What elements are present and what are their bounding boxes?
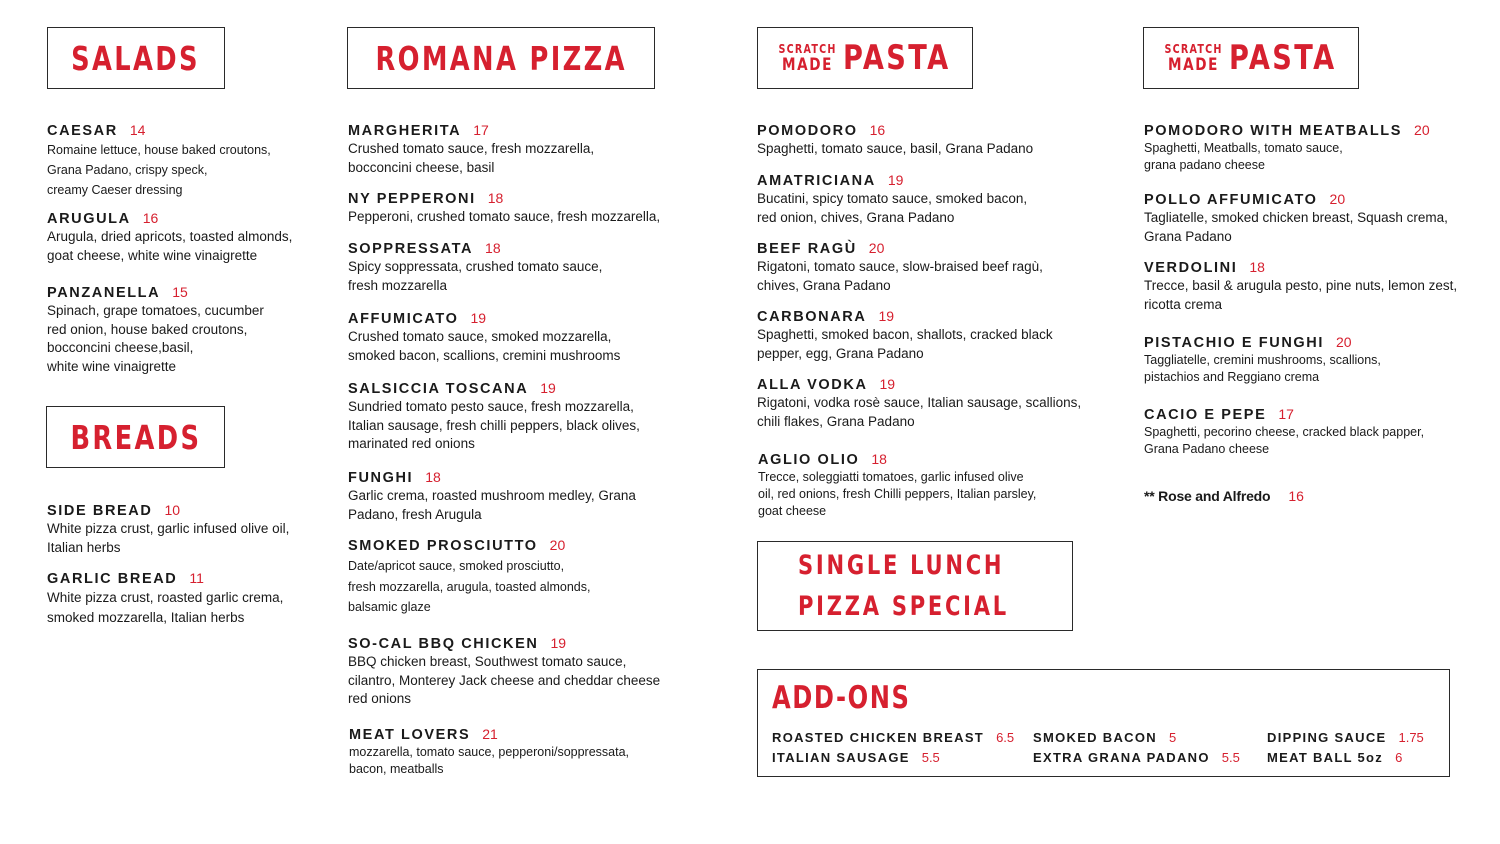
menu-item-side-bread <box>47 502 347 557</box>
item-price: 20 <box>868 240 885 256</box>
menu-item-pollo-affumicato <box>1144 191 1474 246</box>
item-description: Spaghetti, Meatballs, tomato sauce, grana padano cheese <box>1144 141 1343 172</box>
menu-item-caesar <box>47 122 347 200</box>
addon-meat-ball <box>1267 750 1402 765</box>
item-price: 19 <box>879 376 896 392</box>
item-description: Spaghetti, tomato sauce, basil, Grana Padano <box>757 141 1034 156</box>
item-description: Rigatoni, tomato sauce, slow-braised beef ragù, chives, Grana Padano <box>757 259 1043 293</box>
addon-name: ROASTED CHICKEN BREAST <box>772 730 985 745</box>
menu-item-garlic-bread <box>47 570 347 628</box>
item-description: Romaine lettuce, house baked croutons, Grana Padano, crispy speck, creamy Caeser dressing <box>47 143 271 197</box>
romana-pizza-heading: ROMANA PIZZA <box>375 38 627 78</box>
item-name: PANZANELLA <box>47 285 161 301</box>
menu-item-soppressata <box>348 240 678 295</box>
item-description: Pepperoni, crushed tomato sauce, fresh mozzarella, <box>348 209 661 224</box>
addons-box <box>757 669 1450 777</box>
menu-item-carbonara <box>757 308 1097 363</box>
item-name: PISTACHIO E FUNGHI <box>1144 335 1324 351</box>
item-name: CAESAR <box>47 123 118 139</box>
pasta-heading-box-1 <box>757 27 973 89</box>
item-name: NY PEPPERONI <box>348 191 476 207</box>
menu-item-cacio-e-pepe <box>1144 406 1474 458</box>
item-description: BBQ chicken breast, Southwest tomato sauce, cilantro, Monterey Jack cheese and cheddar cheese red onions <box>348 654 661 706</box>
item-name: ** Rose and Alfredo <box>1144 488 1271 504</box>
menu-item-beef-ragu <box>757 240 1097 295</box>
item-price: 19 <box>878 308 895 324</box>
menu-item-amatriciana <box>757 172 1097 227</box>
menu-item-margherita <box>348 122 678 177</box>
scratch-made-label <box>1165 43 1223 74</box>
item-description: Date/apricot sauce, smoked prosciutto, fresh mozzarella, arugula, toasted almonds, balsamic glaze <box>348 559 591 614</box>
menu-item-pistachio-e-funghi <box>1144 334 1474 386</box>
item-price: 16 <box>1288 488 1304 504</box>
item-description: White pizza crust, roasted garlic crema, smoked mozzarella, Italian herbs <box>47 590 284 625</box>
menu-item-affumicato <box>348 310 678 365</box>
menu-item-so-cal-bbq-chicken <box>348 635 688 709</box>
lunch-special-box <box>757 541 1073 631</box>
item-price: 19 <box>550 635 567 651</box>
item-name: ALLA VODKA <box>757 377 868 393</box>
menu-item-alla-vodka <box>757 376 1097 431</box>
item-name: SIDE BREAD <box>47 503 153 519</box>
item-name: VERDOLINI <box>1144 260 1238 276</box>
addon-price: 5 <box>1168 730 1177 745</box>
breads-heading-box <box>46 406 225 468</box>
item-name: FUNGHI <box>348 470 414 486</box>
addon-dipping-sauce <box>1267 730 1424 745</box>
menu-item-panzanella <box>47 284 347 376</box>
item-price: 18 <box>871 451 887 467</box>
addon-italian-sausage <box>772 750 940 765</box>
item-description: Arugula, dried apricots, toasted almonds, goat cheese, white wine vinaigrette <box>47 229 293 263</box>
menu-item-arugula <box>47 210 347 265</box>
item-description: Tagliatelle, smoked chicken breast, Squash crema, Grana Padano <box>1144 210 1448 244</box>
pasta-text: PASTA <box>1229 38 1338 78</box>
item-description: Bucatini, spicy tomato sauce, smoked bacon, red onion, chives, Grana Padano <box>757 191 1028 225</box>
item-description: Spaghetti, smoked bacon, shallots, cracked black pepper, egg, Grana Padano <box>757 327 1053 361</box>
scratch-text: SCRATCH <box>778 41 838 56</box>
addon-price: 1.75 <box>1398 730 1424 745</box>
item-description: Trecce, soleggiatti tomatoes, garlic infused olive oil, red onions, fresh Chilli peppers, Italian parsley, goat cheese <box>758 470 1037 518</box>
salads-heading-box <box>47 27 225 89</box>
item-price: 15 <box>172 284 188 300</box>
item-price: 20 <box>1335 334 1352 350</box>
item-price: 20 <box>1329 191 1346 207</box>
addons-heading: ADD-ONS <box>772 680 911 716</box>
item-price: 10 <box>164 502 181 518</box>
item-name: CACIO E PEPE <box>1144 407 1267 423</box>
item-description: Crushed tomato sauce, smoked mozzarella, smoked bacon, scallions, cremini mushrooms <box>348 329 621 363</box>
item-name: AMATRICIANA <box>757 173 876 189</box>
item-description: Spaghetti, pecorino cheese, cracked black papper, Grana Padano cheese <box>1144 425 1425 456</box>
lunch-special-line-2: PIZZA SPECIAL <box>798 591 1009 622</box>
item-name: POLLO AFFUMICATO <box>1144 192 1318 208</box>
item-price: 20 <box>549 537 566 553</box>
lunch-special-line-1: SINGLE LUNCH <box>798 550 1005 581</box>
addon-smoked-bacon <box>1033 730 1176 745</box>
addon-name: EXTRA GRANA PADANO <box>1033 750 1210 765</box>
item-price: 17 <box>1278 406 1294 422</box>
menu-item-funghi <box>348 469 678 524</box>
scratch-text: SCRATCH <box>1164 41 1224 56</box>
menu-item-ny-pepperoni <box>348 190 678 227</box>
item-name: SMOKED PROSCIUTTO <box>348 538 538 554</box>
addon-price: 6.5 <box>996 730 1015 745</box>
item-name: AGLIO OLIO <box>758 452 860 468</box>
item-price: 18 <box>487 190 504 206</box>
pasta-heading-1 <box>779 38 951 78</box>
item-description: Crushed tomato sauce, fresh mozzarella, bocconcini cheese, basil <box>348 141 595 175</box>
made-text: MADE <box>1168 54 1220 75</box>
item-price: 17 <box>473 122 489 138</box>
item-price: 19 <box>470 310 487 326</box>
item-description: Garlic crema, roasted mushroom medley, Grana Padano, fresh Arugula <box>348 488 636 522</box>
menu-item-pomodoro-with-meatballs <box>1144 122 1474 174</box>
item-description: Spicy soppressata, crushed tomato sauce, fresh mozzarella <box>348 259 603 293</box>
breads-heading: BREADS <box>70 417 201 457</box>
romana-pizza-heading-box <box>347 27 655 89</box>
made-text: MADE <box>782 54 834 75</box>
item-price: 18 <box>1249 259 1265 275</box>
item-name: AFFUMICATO <box>348 311 459 327</box>
item-price: 18 <box>485 240 501 256</box>
item-name: MEAT LOVERS <box>349 727 471 743</box>
addon-name: ITALIAN SAUSAGE <box>772 750 910 765</box>
salads-heading: SALADS <box>71 38 201 78</box>
item-price: 21 <box>482 726 498 742</box>
pasta-heading-box-2 <box>1143 27 1359 89</box>
item-description: Trecce, basil & arugula pesto, pine nuts, lemon zest, ricotta crema <box>1144 278 1458 312</box>
addon-roasted-chicken-breast <box>772 730 1014 745</box>
menu-item-pomodoro <box>757 122 1097 159</box>
item-price: 18 <box>425 469 441 485</box>
addon-name: DIPPING SAUCE <box>1267 730 1387 745</box>
item-name: MARGHERITA <box>348 123 462 139</box>
item-description: White pizza crust, garlic infused olive oil, Italian herbs <box>47 521 290 555</box>
item-price: 16 <box>142 210 159 226</box>
item-name: GARLIC BREAD <box>47 571 178 587</box>
item-price: 19 <box>540 380 556 396</box>
item-name: CARBONARA <box>757 309 867 325</box>
menu-item-aglio-olio <box>758 451 1098 520</box>
menu-item-verdolini <box>1144 259 1484 314</box>
addon-price: 6 <box>1395 750 1403 765</box>
item-description: Rigatoni, vodka rosè sauce, Italian sausage, scallions, chili flakes, Grana Padano <box>757 395 1082 429</box>
addon-name: MEAT BALL 5oz <box>1267 750 1384 765</box>
item-price: 19 <box>887 172 904 188</box>
item-price: 20 <box>1414 122 1430 138</box>
item-name: BEEF RAGÙ <box>757 241 857 257</box>
item-description: mozzarella, tomato sauce, pepperoni/soppressata, bacon, meatballs <box>349 745 630 776</box>
item-name: POMODORO <box>757 123 858 139</box>
addon-extra-grana-padano <box>1033 750 1240 765</box>
item-name: ARUGULA <box>47 211 131 227</box>
scratch-made-label <box>779 43 837 74</box>
menu-item-meat-lovers <box>349 726 679 778</box>
addon-name: SMOKED BACON <box>1033 730 1157 745</box>
item-name: SALSICCIA TOSCANA <box>348 381 529 397</box>
item-description: Taggliatelle, cremini mushrooms, scallions, pistachios and Reggiano crema <box>1144 353 1381 384</box>
menu-item-rose-and-alfredo <box>1144 488 1304 504</box>
pasta-text: PASTA <box>843 38 952 78</box>
item-name: POMODORO WITH MEATBALLS <box>1144 123 1403 139</box>
menu-item-salsiccia-toscana <box>348 380 678 454</box>
menu-item-smoked-prosciutto <box>348 537 678 618</box>
addon-price: 5.5 <box>921 750 940 765</box>
item-price: 14 <box>129 122 146 138</box>
pasta-heading-2 <box>1165 38 1337 78</box>
item-description: Sundried tomato pesto sauce, fresh mozzarella, Italian sausage, fresh chilli peppers, black olives, marinated red onions <box>348 399 640 451</box>
addon-price: 5.5 <box>1221 750 1240 765</box>
item-name: SO-CAL BBQ CHICKEN <box>348 636 539 652</box>
item-price: 16 <box>869 122 886 138</box>
item-description: Spinach, grape tomatoes, cucumber red onion, house baked croutons, bocconcini cheese,basil, white wine vinaigrette <box>47 303 264 374</box>
item-name: SOPPRESSATA <box>348 241 474 257</box>
item-price: 11 <box>189 570 204 586</box>
